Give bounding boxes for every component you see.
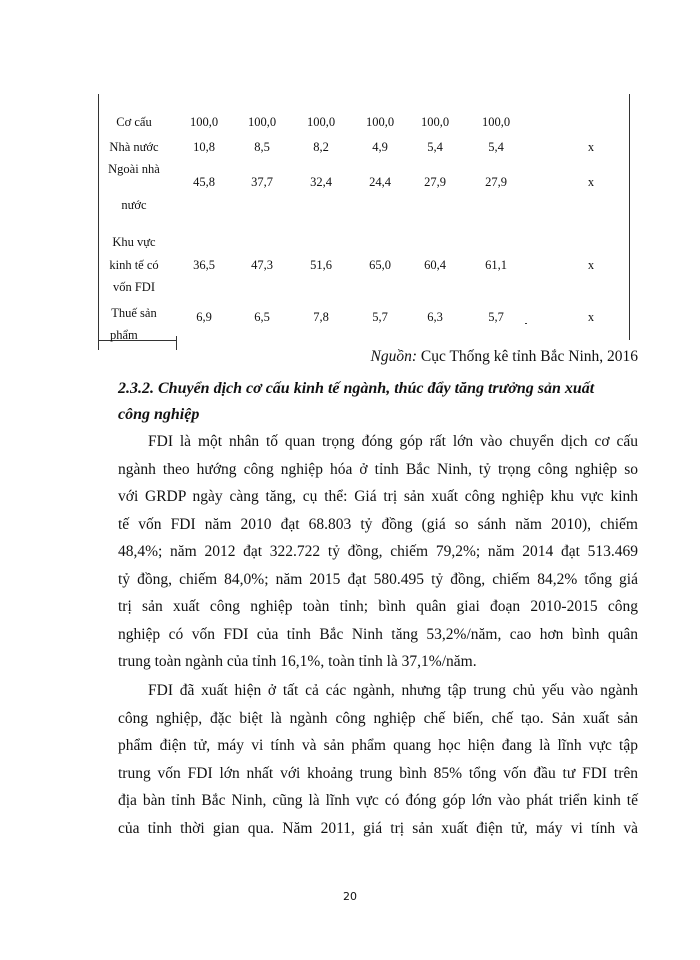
paragraph-line: FDI đã xuất hiện ở tất cả các ngành, nhưng tập trung chủ yếu vào ngành — [148, 682, 638, 699]
table-tick-left — [98, 336, 99, 350]
table-cell: 36,5 — [193, 258, 215, 272]
table-cell: 8,2 — [313, 140, 329, 154]
table-cell: 5,7 — [488, 310, 504, 324]
row-label-line: vốn FDI — [112, 280, 156, 294]
table-cell-marker: x — [587, 140, 595, 154]
row-label-line: kinh tế có — [109, 258, 159, 272]
table-cell: 27,9 — [424, 175, 446, 189]
table-cell: 10,8 — [193, 140, 215, 154]
row-label-line: nước — [121, 198, 147, 212]
paragraph-line: ngành theo hướng công nghiệp hóa ở tỉnh Bắc Ninh, tỷ trọng công nghiệp so — [118, 460, 638, 478]
table-cell: 5,7 — [372, 310, 388, 324]
table-cell: 5,4 — [488, 140, 504, 154]
paragraph-line: trung vốn FDI lớn nhất với khoảng trung bình 85% tổng vốn đầu tư FDI trên — [118, 764, 638, 782]
table-cell: 100,0 — [481, 115, 511, 129]
paragraph-line: địa bàn tỉnh Bắc Ninh, cũng là lĩnh vực có đóng góp lớn vào phát triển kinh tế — [118, 792, 638, 809]
paragraph-line: nghiệp có vốn FDI của tỉnh Bắc Ninh tăng 53,2%/năm, cao hơn bình quân — [118, 625, 638, 643]
table-cell: 60,4 — [424, 258, 446, 272]
paragraph-line: công nghiệp, đặc biệt là ngành công nghiệp chế biến, chế tạo. Sản xuất sản — [118, 709, 638, 727]
row-label-line: Ngoài nhà — [108, 162, 160, 176]
source-prefix: Nguồn: — [370, 348, 417, 365]
table-cell: 6,9 — [196, 310, 212, 324]
table-cell: 24,4 — [369, 175, 391, 189]
row-label: Cơ cấu — [116, 115, 152, 129]
paragraph-line: của tỉnh thời gian qua. Năm 2011, giá trị sản xuất điện tử, máy vi tính và — [118, 819, 638, 837]
table-cell: 8,5 — [254, 140, 270, 154]
paragraph-line: FDI là một nhân tố quan trọng đóng góp rất lớn vào chuyển dịch cơ cấu — [148, 433, 638, 450]
table-cell: 6,3 — [427, 310, 443, 324]
table-cell: 51,6 — [310, 258, 332, 272]
paragraph-line: phẩm điện tử, máy vi tính và sản phẩm quang học hiện đang là lĩnh vực tập — [118, 737, 638, 754]
table-cell: 7,8 — [313, 310, 329, 324]
table-cell: 100,0 — [306, 115, 336, 129]
paragraph-line: tế vốn FDI năm 2010 đạt 68.803 tỷ đồng (giá so sánh năm 2010), chiếm — [118, 515, 638, 533]
table-cell: 37,7 — [251, 175, 273, 189]
row-label-line: phẩm — [110, 328, 138, 342]
page-number: 20 — [343, 890, 357, 903]
paragraph-line: 48,4%; năm 2012 đạt 322.722 tỷ đồng, chiếm 79,2%; năm 2014 đạt 513.469 — [118, 543, 638, 560]
paragraph — [118, 677, 638, 842]
table-source — [371, 348, 639, 366]
row-label: Nhà nước — [109, 140, 159, 154]
paragraph-line: với GRDP ngày càng tăng, cụ thể: Giá trị sản xuất công nghiệp khu vực kinh — [118, 488, 638, 505]
paragraph — [118, 428, 638, 676]
table-cell: 100,0 — [365, 115, 395, 129]
table-cell: 27,9 — [485, 175, 507, 189]
row-label-line: Thuế sản — [111, 306, 157, 320]
table-cell: 61,1 — [485, 258, 507, 272]
heading-line: 2.3.2. Chuyển dịch cơ cấu kinh tế ngành, thúc đẩy tăng trưởng sản xuất — [118, 380, 595, 397]
paragraph-line: trung toàn ngành của tỉnh 16,1%, toàn tỉnh là 37,1%/năm. — [118, 653, 477, 670]
table-cell: 6,5 — [254, 310, 270, 324]
table-cell: 47,3 — [251, 258, 273, 272]
table-cell: 5,4 — [427, 140, 443, 154]
row-label-line: Khu vực — [112, 235, 156, 249]
table-cell: 32,4 — [310, 175, 332, 189]
table-cell-marker: x — [587, 258, 595, 272]
table-cell-marker: x — [587, 175, 595, 189]
table-tick-right — [176, 336, 177, 350]
section-heading — [118, 376, 646, 428]
paragraph-line: tỷ đồng, chiếm 84,0%; năm 2015 đạt 580.495 tỷ đồng, chiếm 84,2% tổng giá — [118, 570, 638, 588]
heading-line: công nghiệp — [118, 406, 200, 423]
paragraph-line: trị sản xuất công nghiệp toàn tỉnh; bình quân giai đoạn 2010-2015 công — [118, 598, 638, 615]
table-cell: 100,0 — [189, 115, 219, 129]
table-cell: 45,8 — [193, 175, 215, 189]
table-cell: 100,0 — [420, 115, 450, 129]
table-stray-mark — [525, 323, 527, 324]
table-cell: 4,9 — [372, 140, 388, 154]
table-cell: 65,0 — [369, 258, 391, 272]
table-frame — [98, 94, 630, 340]
source-text: Cục Thống kê tỉnh Bắc Ninh, 2016 — [417, 348, 638, 365]
table-cell-marker: x — [587, 310, 595, 324]
table-cell: 100,0 — [247, 115, 277, 129]
